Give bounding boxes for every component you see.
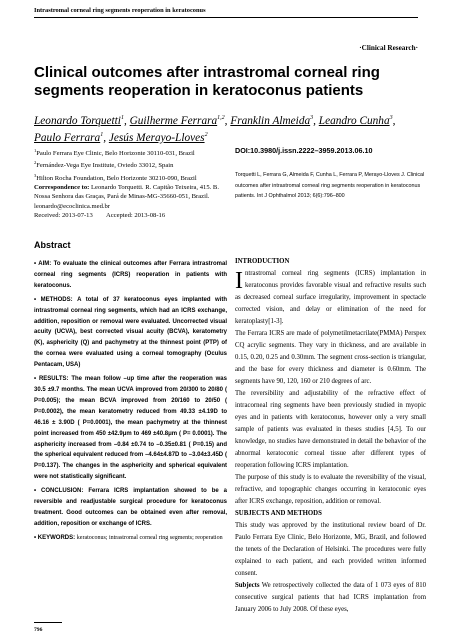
correspondence	[34, 183, 230, 211]
affiliations-block	[34, 146, 230, 220]
abstract-keywords: • KEYWORDS: keratoconus; intrastromal corneal ring segments; reoperation	[34, 534, 223, 541]
received-date: Received: 2013-07-13	[34, 211, 93, 219]
subjects-label: Subjects	[235, 582, 260, 589]
page-number: 796	[34, 627, 43, 633]
author-name: Franklin Almeida	[230, 114, 311, 127]
abstract-heading: Abstract	[34, 240, 71, 250]
intro-paragraph-4: The purpose of this study is to evaluate the reversibility of the visual, refractive, and topographic changes occurring in keratoconic eyes after ICRS exchange, reposition, addition or removal.	[235, 474, 426, 505]
abstract-results: • RESULTS: The mean follow –up time after the reoperation was 30.5 ±9.7 months. The mean UCVA improved from 20/300 to 20/80 ( P=0.005); the mean BCVA improved from 20/160 to 20/50 ( P=0.0002), the mean keratometry reduced from 49.33 ±4.19D to 46.16 ± 3.90D ( P=0.0001), the mean pachymetry at the thinnest point increased from 450 ±42.9μm to 469 ±40.8μm ( P= 0.0001). The asphericity increased from –0.84 ±0.74 to –0.35±0.81 ( P=0.15) and the spherical equivalent reduced from –4.64±4.87D to –3.04±3.45D ( P=0.137). The changes in the asphericity and spherical equivalent were not statistically significant.	[34, 376, 227, 481]
author-affiliation-mark: 3	[310, 115, 314, 121]
affiliation: $^1$Paulo Ferrara Eye Clinic, Belo Horizonte 30110-031, Brazil	[34, 148, 195, 158]
dates	[34, 211, 230, 220]
correspondence-text: Leonardo Torquetti. R. Capitão Teixeira, 415. B. Nossa Senhora das Graças, Pará de Minas-MG-35660-051, Brazil. leonardo@ecoclinica.med.br	[34, 184, 219, 210]
abstract-body	[34, 259, 227, 547]
author-affiliation-mark: 1	[120, 115, 124, 121]
methods-heading: SUBJECTS AND METHODS	[235, 510, 322, 517]
author-name: Leandro Cunha	[318, 114, 390, 127]
header-rule	[34, 17, 418, 18]
section-label: ·Clinical Research·	[359, 44, 418, 52]
keywords-text: keratoconus; intrastromal corneal ring segments; reoperation	[76, 534, 223, 541]
author-affiliation-mark: 1,2	[217, 115, 225, 121]
footer-rule	[34, 622, 62, 623]
correspondence-label: Correspondence to:	[34, 184, 90, 192]
author-list: Leonardo Torquetti$^1$, Guilherme Ferrara$^{1,2}$, Franklin Almeida$^3$, Leandro Cunha$^3$, Paulo Ferrara$^1$, Jesús Merayo-Lloves$^2$	[34, 114, 396, 144]
drop-cap: I	[235, 268, 243, 294]
aim-text: To evaluate the clinical outcomes after Ferrara intrastromal corneal ring segments (ICRS) reoperation in patients with keratoconus.	[34, 261, 227, 289]
author-name: Guilherme Ferrara	[129, 114, 218, 127]
results-text: The mean follow –up time after the reoperation was 30.5 ±9.7 months. The mean UCVA improved from 20/300 to 20/80 ( P=0.005); the mean BCVA improved from 20/160 to 20/50 ( P=0.0002), the mean keratometry reduced from 49.33 ±4.19D to 46.16 ± 3.90D ( P=0.0001), the mean pachymetry at the thinnest point increased from 450 ±42.9μm to 469 ±40.8μm ( P= 0.0001). The asphericity increased from –0.84 ±0.74 to –0.35±0.81 ( P=0.15) and the spherical equivalent reduced from –4.64±4.87D to –3.04±3.45D ( P=0.137). The changes in the asphericity and spherical equivalent were not statistically significant.	[34, 376, 227, 481]
affiliation: $^2$Fernández-Vega Eye Institute, Oviedo 33012, Spain	[34, 160, 174, 170]
body-column-right	[235, 256, 426, 616]
abstract-methods: • METHODS: A total of 37 keratoconus eyes implanted with intrastromal corneal ring segments, which had an ICRS exchange, addition, reposition or removal were evaluated. Uncorrected visual acuity (UCVA), best corrected visual acuity (BCVA), keratometry (K), asphericity (Q) and pachymetry at the thinnest point (PTP) of the cornea were evaluated using a corneal tomography (Oculus Pentacam, USA)	[34, 296, 227, 369]
aim-label: AIM:	[38, 261, 52, 267]
author-affiliation-mark: 3	[389, 115, 393, 121]
article-title: Clinical outcomes after intrastromal corneal ring segments reoperation in keratoconus patients	[34, 64, 380, 99]
accepted-date: Accepted: 2013-08-16	[105, 211, 166, 219]
keywords-label: KEYWORDS:	[37, 534, 76, 541]
abstract-aim: • AIM: To evaluate the clinical outcomes after Ferrara intrastromal corneal ring segments (ICRS) reoperation in patients with keratoconus.	[34, 261, 227, 289]
author-affiliation-mark: 1	[100, 131, 104, 138]
subjects-paragraph	[235, 580, 426, 616]
intro-paragraph-3: The reversibility and adjustability of the refractive effect of intracorneal ring segments have been previously studied in myopic eyes and in patients with keratoconus, however only a very small sample of patients was evaluated in theses studies [4,5]. To our knowledge, no studies have demonstrated in detail the behavior of the abnormal keratoconic corneal tissue after different types of reoperation following ICRS implantation.	[235, 390, 426, 469]
results-label: RESULTS:	[38, 376, 69, 383]
conclusion-text: Ferrara ICRS implantation showed to be a reversible and readjustable surgical procedure for keratoconus treatment. Good outcomes can be obtained even after removal, addition, reposition or exchange of ICRS.	[34, 488, 227, 527]
running-head: Intrastromal corneal ring segments reoperation in keratoconus	[34, 7, 206, 14]
abstract-conclusion: • CONCLUSION: Ferrara ICRS implantation showed to be a reversible and readjustable surgical procedure for keratoconus treatment. Good outcomes can be obtained even after removal, addition, reposition or exchange of ICRS.	[34, 488, 227, 527]
author-name: Jesús Merayo-Lloves	[108, 131, 205, 144]
intro-paragraph-2: The Ferrara ICRS are made of polymetilmetacrilate(PMMA) Perspex CQ acrylic segments. They vary in thickness, and are available in 0.15, 0.20, 0.25 and 0.30mm. The segment cross-section is triangular, and the base for every thickness and diameter is 0.60mm. The segments have 90, 120, 160 or 210 degrees of arc.	[235, 330, 426, 385]
author-name: Paulo Ferrara	[34, 131, 101, 144]
author-name: Leonardo Torquetti	[34, 114, 121, 127]
intro-paragraph-1: Intrastromal corneal ring segments (ICRS) implantation in keratoconus provides favorable visual and refractive results such as decreased corneal surface irregularity, improvement in spectacle corrected vision, and delay or elimination of the need for keratoplasty[1-3].	[235, 268, 426, 325]
doi[interactable]: DOI:10.3980/j.issn.2222–3959.2013.06.10	[235, 146, 373, 155]
author-affiliation-mark: 2	[204, 131, 208, 138]
conclusion-label: CONCLUSION:	[41, 488, 84, 495]
introduction-heading: INTRODUCTION	[235, 258, 290, 265]
subjects-text: We retrospectively collected the data of 1 073 eyes of 810 consecutive surgical patients that had ICRS implantation from January 2006 to July 2008. Of these eyes,	[235, 582, 427, 613]
methods-label: METHODS:	[40, 296, 73, 303]
affiliation: $^3$Hilton Rocha Foundation, Belo Horizonte 30210-090, Brazil	[34, 172, 197, 182]
citation: Torquetti L, Ferrara G, Almeida F, Cunha L, Ferrara P, Merayo-Lloves J. Clinical outcomes after intrastromal corneal ring segments reoperation in keratoconus patients. Int J Ophthalmol 2013; 6(6):796–800	[235, 172, 425, 199]
methods-paragraph-1: This study was approved by the institutional review board of Dr. Paulo Ferrara Eye Clinic, Belo Horizonte, MG, Brazil, and followed the tenets of the Declaration of Helsinki. The procedures were fully explained to each patient, and each provided written informed consent.	[235, 522, 426, 577]
methods-text: A total of 37 keratoconus eyes implanted with intrastromal corneal ring segments, which had an ICRS exchange, addition, reposition or removal were evaluated. Uncorrected visual acuity (UCVA), best corrected visual acuity (BCVA), keratometry (K), asphericity (Q) and pachymetry at the thinnest point (PTP) of the cornea were evaluated using a corneal tomography (Oculus Pentacam, USA)	[34, 296, 227, 369]
